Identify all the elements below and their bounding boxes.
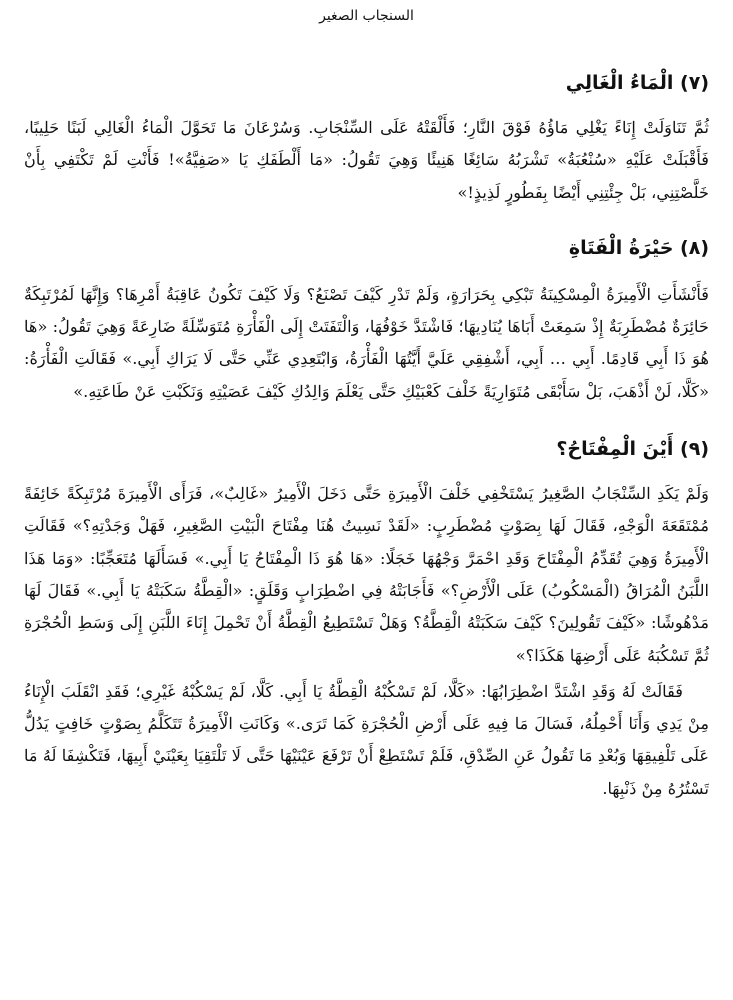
section-title: (٩) أَيْنَ الْمِفْتَاحُ؟ <box>556 438 709 461</box>
paragraph: فَأَنْشَأَتِ الْأَمِيرَةُ الْمِسْكِينَةُ تَبْكِي بِحَرَارَةٍ، وَلَمْ تَدْرِ كَيْفَ تَصْنَعُ؟ وَلَا كَيْفَ تَكُونُ عَاقِبَةُ أَمْرِهَا؟ وَإِنَّهَا لَمُرْتَبِكَةٌ حَائِرَةٌ مُضْطَرِبَةٌ إِذْ سَمِعَتْ أَبَاهَا يُنَادِيهَا؛ فَاشْتَدَّ خَوْفُهَا، وَالْتَفَتَتْ إِلَى الْفَأْرَةِ مُتَوَسِّلَةً ضَارِعَةً وَهِيَ تَقُولُ: «هَا هُوَ ذَا أَبِي قَادِمًا. أَبِي … أَبِي، أَشْفِقِي عَلَيَّ أَيَّتُهَا الْفَأْرَةُ، وَابْتَعِدِي عَنِّي حَتَّى لَا يَرَاكِ أَبِي.» فَقَالَتِ الْفَأْرَةُ: «كَلَّا، لَنْ أَذْهَبَ، بَلْ سَأَبْقَى مُتَوَارِيَةً خَلْفَ كَعْبَيْكِ حَتَّى يَعْلَمَ وَالِدُكِ كَيْفَ عَصَيْتِهِ وَنَكَبْتِ عَنْ طَاعَتِهِ.» <box>24 284 709 401</box>
section-title: (٧) الْمَاءُ الْغَالِي <box>565 72 709 94</box>
paragraph: وَلَمْ يَكَدِ السِّنْجَابُ الصَّغِيرُ يَسْتَخْفِي خَلْفَ الْأَمِيرَةِ حَتَّى دَخَلَ الْأَمِيرُ «غَالِبٌ»، فَرَأَى الْأَمِيرَةَ مُرْتَبِكَةً خَائِفَةً مُمْتَقَعَةَ الْوَجْهِ، فَقَالَ لَهَا بِصَوْتٍ مُضْطَرِبٍ: «لَقَدْ نَسِيتُ هُنَا مِفْتَاحَ الْبَيْتِ الصَّغِيرِ، فَهَلْ وَجَدْتِهِ؟» فَقَالَتِ الْأَمِيرَةُ وَهِيَ تُقَدِّمُ الْمِفْتَاحَ وَقَدِ احْمَرَّ وَجْهُهَا خَجَلًا: «هَا هُوَ ذَا الْمِفْتَاحُ يَا أَبِي.» فَسَأَلَهَا مُتَعَجِّبًا: «وَمَا هَذَا اللَّبَنُ الْمُرَاقُ (الْمَسْكُوبُ) عَلَى الْأَرْضِ؟» فَأَجَابَتْهُ فِي اضْطِرَابٍ وَقَلَقٍ: «الْقِطَّةُ سَكَبَتْهُ يَا أَبِي.» فَقَالَ لَهَا مَدْهُوشًا: «كَيْفَ تَقُولِينَ؟ كَيْفَ سَكَبَتْهُ الْقِطَّةُ؟ وَهَلْ تَسْتَطِيعُ الْقِطَّةُ أَنْ تَحْمِلَ إِنَاءَ اللَّبَنِ إِلَى وَسَطِ الْحُجْرَةِ ثُمَّ تَسْكُبَهُ عَلَى أَرْضِهَا هَكَذَا؟» <box>24 484 709 665</box>
paragraph: فَقَالَتْ لَهُ وَقَدِ اشْتَدَّ اضْطِرَابُهَا: «كَلَّا، لَمْ تَسْكُبْهُ الْقِطَّةُ يَا أَبِي. كَلَّا، لَمْ يَسْكُبْهُ غَيْرِي؛ فَقَدِ انْقَلَبَ الْإِنَاءُ مِنْ يَدِي وَأَنَا أَحْمِلُهُ، فَسَالَ مَا فِيهِ عَلَى أَرْضِ الْحُجْرَةِ كَمَا تَرَى.» وَكَانَتِ الْأَمِيرَةُ تَتَكَلَّمُ بِصَوْتٍ خَافِتٍ يَدُلُّ عَلَى تَلْفِيقِهَا وَبُعْدِ مَا تَقُولُ عَنِ الصِّدْقِ، فَلَمْ تَسْتَطِعْ أَنْ تَرْفَعَ عَيْنَيْهَا حَتَّى لَا تَلْتَقِيَا بِعَيْنَيْ أَبِيهَا، فَتَكْشِفَا لَهُ مَا تَسْتُرُهُ مِنْ ذَنْبِهَا. <box>24 681 709 798</box>
section-7 <box>24 70 709 209</box>
section-title: (٨) حَيْرَةُ الْفَتَاةِ <box>568 236 709 259</box>
running-header: السنجاب الصغير <box>319 8 414 24</box>
paragraph: ثُمَّ تَنَاوَلَتْ إِنَاءً يَغْلِي مَاؤُهُ فَوْقَ النَّارِ؛ فَأَلْقَتْهُ عَلَى السِّنْجَابِ. وَسُرْعَانَ مَا تَحَوَّلَ الْمَاءُ الْغَالِي لَبَنًا حَلِيبًا، فَأَقْبَلَتْ عَلَيْهِ «سُنْعُبَةُ» تَشْرَبُهُ سَائِغًا هَنِيئًا وَهِيَ تَقُولُ: «مَا أَلْطَفَكِ يَا «صَفِيَّةُ»! فَأَنْتِ لَمْ تَكْتَفِي بِأَنْ خَلَّصْتِنِي، بَلْ جِئْتِنِي أَيْضًا بِفَطُورٍ لَذِيذٍ!» <box>24 118 709 202</box>
section-9 <box>24 436 709 805</box>
section-8 <box>24 235 709 408</box>
